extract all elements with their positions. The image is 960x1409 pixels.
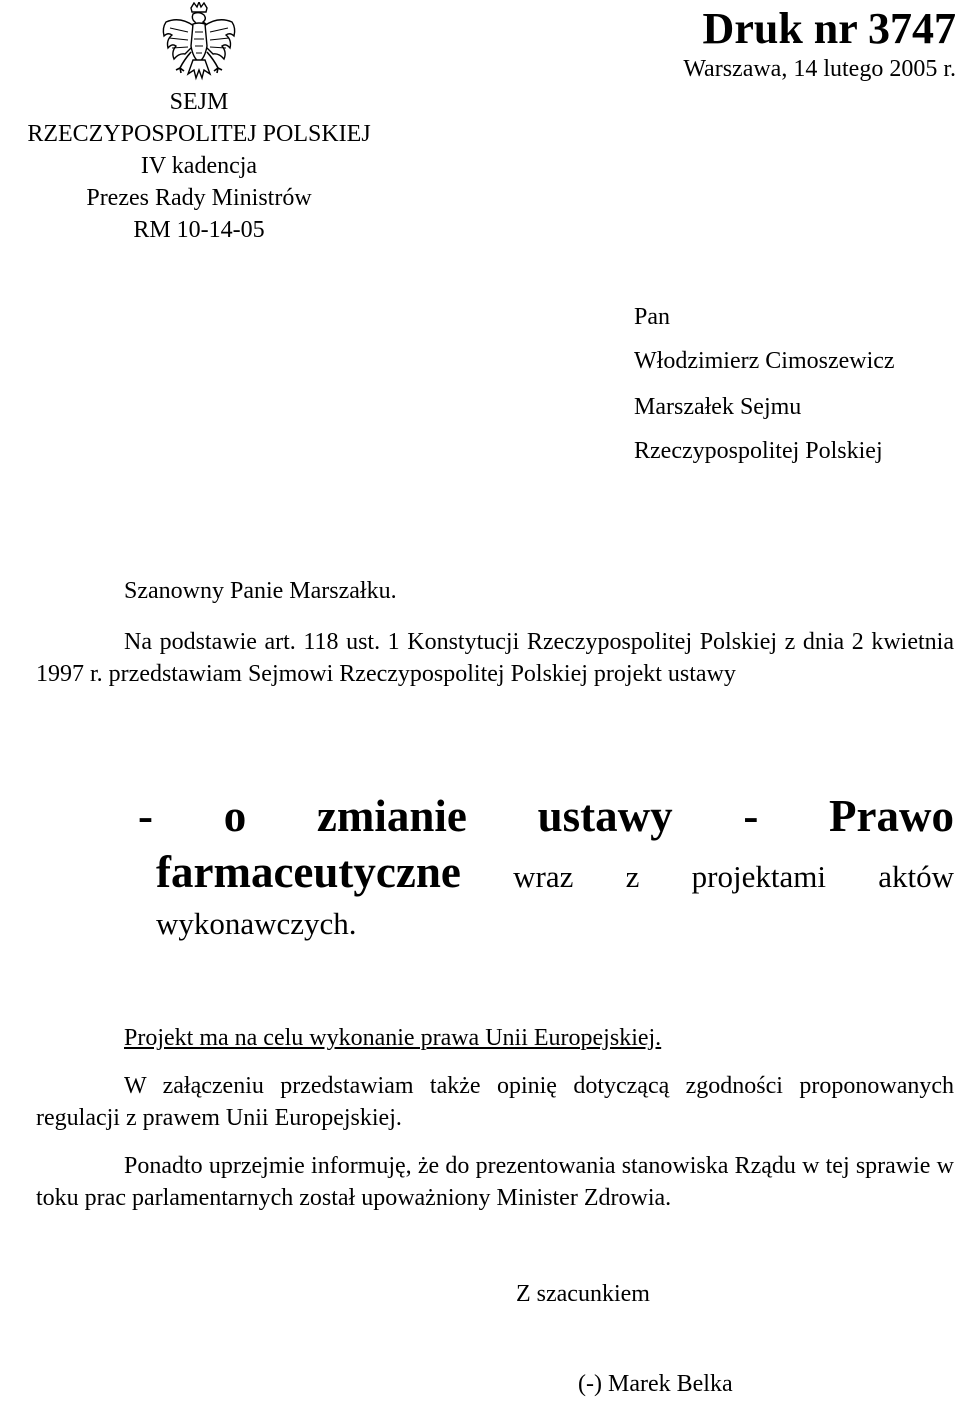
title-word: Prawo	[829, 791, 954, 841]
project-goal: Projekt ma na celu wykonanie prawa Unii Europejskiej.	[124, 1025, 662, 1051]
closing-regards: Z szacunkiem	[516, 1281, 650, 1307]
authorization-paragraph: Ponadto uprzejmie informuję, że do prezentowania stanowiska Rządu w tej sprawie w toku prac parlamentarnych został upoważniony Minister Zdrowia.	[36, 1153, 954, 1211]
title-word: -	[743, 791, 759, 841]
addressee-institution: Rzeczypospolitej Polskiej	[634, 438, 883, 464]
term-label: IV kadencja	[140, 153, 258, 179]
print-number: Druk nr 3747	[702, 4, 956, 53]
polish-eagle-emblem-icon	[160, 2, 238, 88]
title-word: ustawy	[537, 791, 673, 841]
title-word: z	[625, 859, 640, 894]
signature: (-) Marek Belka	[578, 1371, 733, 1397]
bill-title-line-1	[138, 790, 954, 842]
prime-minister-label: Prezes Rady Ministrów	[86, 185, 312, 211]
title-word-bold: farmaceutyczne	[156, 847, 461, 897]
addressee-title: Marszałek Sejmu	[634, 394, 802, 420]
title-word: -	[138, 791, 153, 841]
republic-label: RZECZYPOSPOLITEJ POLSKIEJ	[27, 121, 371, 147]
salutation: Szanowny Panie Marszałku.	[124, 578, 397, 604]
bill-title	[138, 790, 954, 941]
title-word: aktów	[878, 859, 954, 894]
addressee-line-1: Pan	[634, 304, 670, 330]
attachment-paragraph: W załączeniu przedstawiam także opinię dotyczącą zgodności proponowanych regulacji z prawem Unii Europejskiej.	[36, 1073, 954, 1131]
reference-number: RM 10-14-05	[133, 217, 265, 243]
bill-title-line-3: wykonawczych.	[156, 906, 357, 941]
sejm-label: SEJM	[169, 89, 229, 115]
bill-title-line-2	[138, 842, 954, 907]
title-word: projektami	[691, 859, 826, 894]
sender-header-block	[0, 86, 398, 246]
addressee-name: Włodzimierz Cimoszewicz	[634, 348, 895, 374]
intro-paragraph: Na podstawie art. 118 ust. 1 Konstytucji Rzeczypospolitej Polskiej z dnia 2 kwietnia 1997 r. przedstawiam Sejmowi Rzeczypospolitej Polskiej projekt ustawy	[36, 629, 954, 687]
place-date: Warszawa, 14 lutego 2005 r.	[683, 56, 956, 82]
title-word: zmianie	[316, 791, 467, 841]
title-word: o	[223, 791, 247, 841]
title-word: wraz	[513, 859, 574, 894]
